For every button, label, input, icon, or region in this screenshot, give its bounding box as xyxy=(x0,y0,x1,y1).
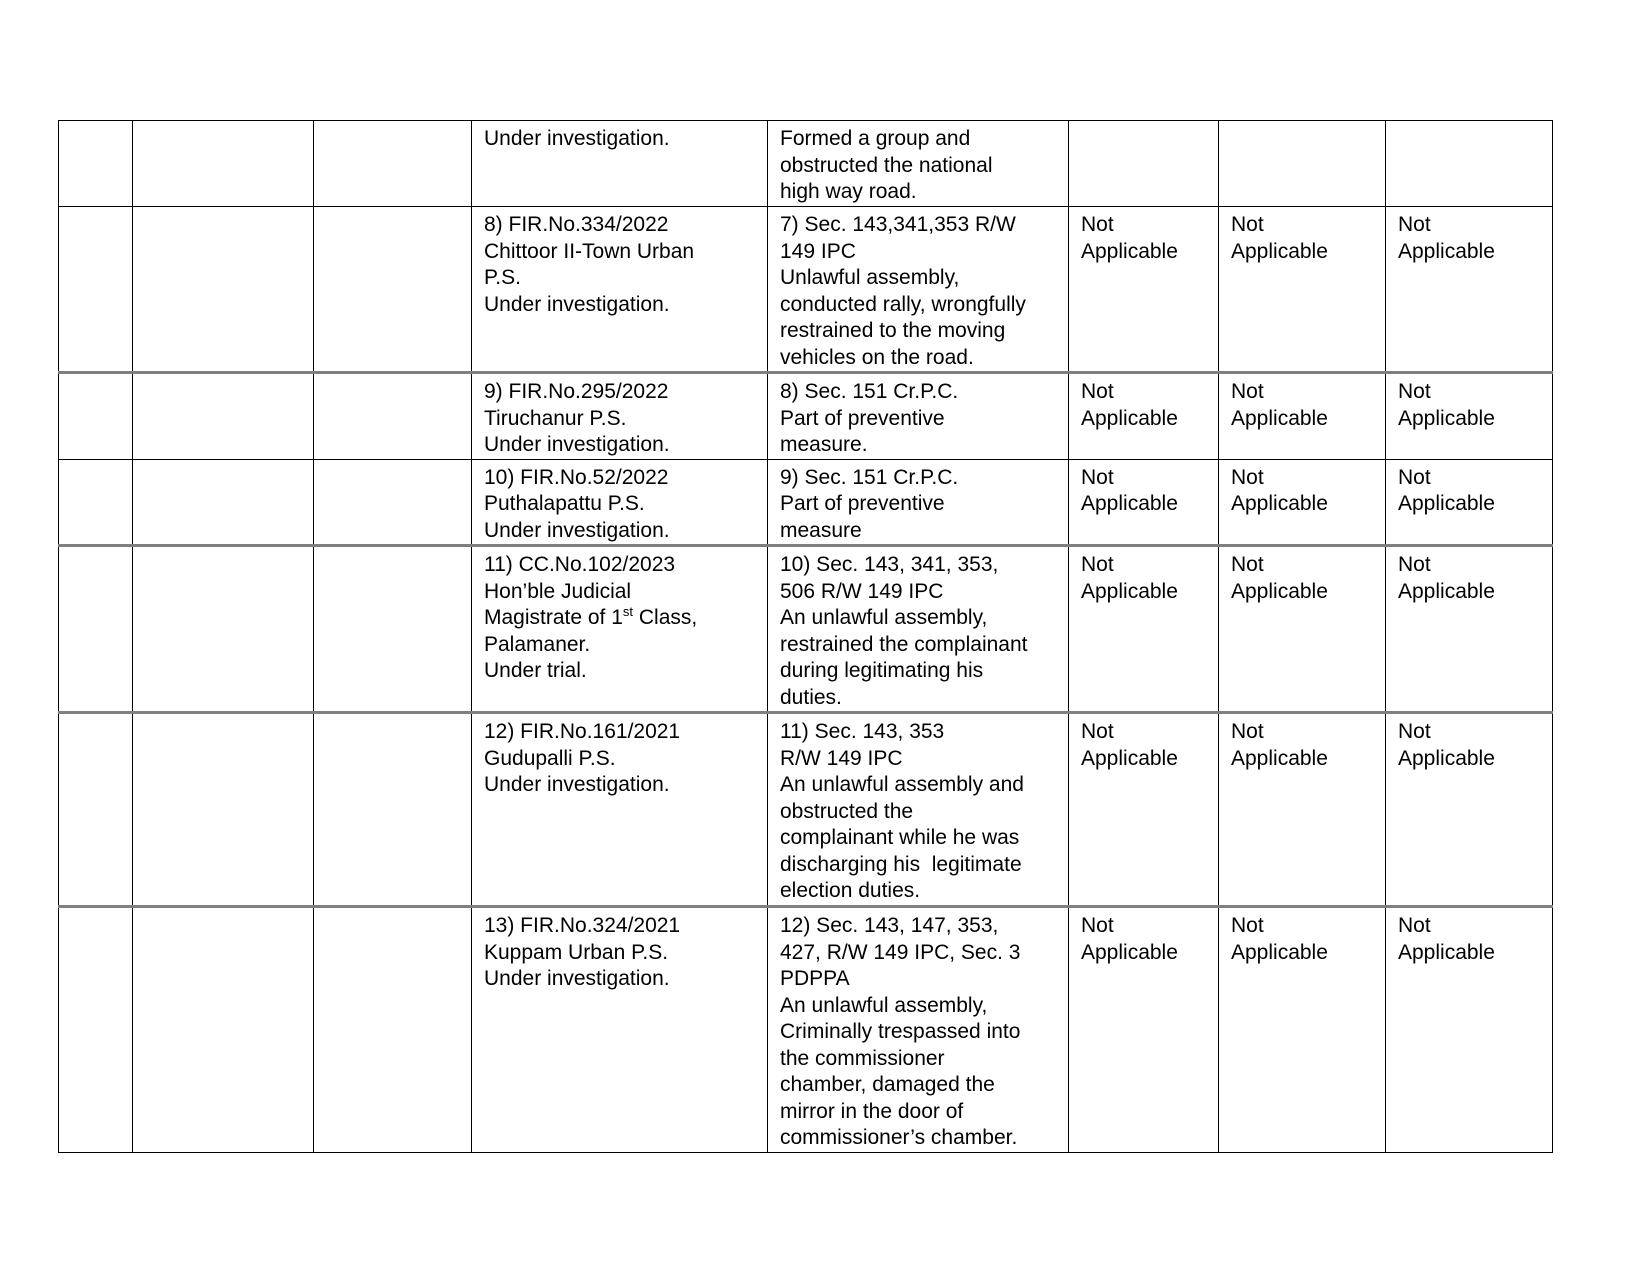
cell-text-line: Hon’ble Judicial xyxy=(484,579,632,603)
cell-text-line: Not xyxy=(1231,380,1264,403)
cell-text-line: Applicable xyxy=(1231,579,1328,603)
table-cell-r5-c5 xyxy=(768,546,1069,713)
cell-text-line: 12) FIR.No.161/2021 xyxy=(484,720,681,743)
table-cell-r6-c3 xyxy=(314,713,472,907)
table-cell-r4-c7 xyxy=(1219,459,1386,546)
cell-text-line: Applicable xyxy=(1398,940,1495,964)
table-cell-r4-c2 xyxy=(133,459,314,546)
cell-text-line: Not xyxy=(1231,720,1264,743)
cell-text-line: Applicable xyxy=(1398,579,1495,603)
cell-text-line: Palamaner. xyxy=(484,632,591,656)
table-cell-r7-c6 xyxy=(1069,907,1219,1153)
cell-text-line xyxy=(484,605,763,632)
cell-text-line: 9) Sec. 151 Cr.P.C. xyxy=(780,465,959,489)
cell-text-line: Under investigation. xyxy=(484,773,670,796)
cell-text-line: 13) FIR.No.324/2021 xyxy=(484,914,681,937)
cell-text-line: obstructed the xyxy=(780,799,914,823)
table-cell-r5-c3 xyxy=(314,546,472,713)
table-cell-r6-c4 xyxy=(472,713,768,907)
table-cell-r4-c8 xyxy=(1386,459,1553,546)
cell-text-line: Not xyxy=(1081,465,1114,489)
cell-text-line: Applicable xyxy=(1231,746,1328,770)
cell-text-line: Puthalapattu P.S. xyxy=(484,492,645,515)
table-cell-r1-c4 xyxy=(472,121,768,207)
table-row-2 xyxy=(59,207,1553,373)
cell-text-line: Not xyxy=(1398,213,1431,236)
table-cell-r1-c2 xyxy=(133,121,314,207)
table-cell-r2-c5 xyxy=(768,207,1069,373)
table-cell-r5-c7 xyxy=(1219,546,1386,713)
cell-text-line: Gudupalli P.S. xyxy=(484,746,616,770)
table-cell-r3-c4 xyxy=(472,373,768,460)
table-row-6 xyxy=(59,713,1553,907)
cell-text-line: Not xyxy=(1081,380,1114,403)
cell-text-line: Applicable xyxy=(1231,239,1328,263)
table-row-3 xyxy=(59,373,1553,460)
cell-text-line: Part of preventive xyxy=(780,406,945,430)
table-cell-r2-c7 xyxy=(1219,207,1386,373)
table-cell-r7-c1 xyxy=(59,907,133,1153)
table-row-4 xyxy=(59,459,1553,546)
cell-text-line: R/W 149 IPC xyxy=(780,746,903,770)
table-cell-r6-c7 xyxy=(1219,713,1386,907)
cell-text-line: Under investigation. xyxy=(484,967,670,990)
cell-text-line: high way road. xyxy=(780,180,917,203)
cell-text-line: Applicable xyxy=(1081,406,1178,430)
cell-text-line: Not xyxy=(1231,553,1264,576)
table-cell-r6-c6 xyxy=(1069,713,1219,907)
cell-text-line: 149 IPC xyxy=(780,239,856,263)
cell-text-line: measure xyxy=(780,518,862,542)
table-cell-r5-c1 xyxy=(59,546,133,713)
cell-text-part: Class, xyxy=(633,606,698,629)
cell-text-line: Applicable xyxy=(1081,239,1178,263)
cell-text-line: Applicable xyxy=(1081,579,1178,603)
cell-text-line: 427, R/W 149 IPC, Sec. 3 xyxy=(780,940,1021,964)
cell-text-line: Under trial. xyxy=(484,659,587,682)
table-cell-r1-c3 xyxy=(314,121,472,207)
table-cell-r5-c6 xyxy=(1069,546,1219,713)
cell-text-line: Not xyxy=(1231,914,1264,937)
cases-table xyxy=(58,120,1553,1153)
cell-text-line: restrained to the moving xyxy=(780,319,1006,342)
cases-table-body xyxy=(59,121,1553,1153)
table-row-5 xyxy=(59,546,1553,713)
superscript-text: st xyxy=(622,604,634,619)
cell-text-line: the commissioner xyxy=(780,1046,945,1070)
table-cell-r1-c7 xyxy=(1219,121,1386,207)
cell-text-line: conducted rally, wrongfully xyxy=(780,292,1026,316)
cell-text-line: mirror in the door of xyxy=(780,1099,964,1123)
cell-text-line: Applicable xyxy=(1081,746,1178,770)
table-cell-r1-c1 xyxy=(59,121,133,207)
cell-text-line: measure. xyxy=(780,433,868,456)
table-cell-r2-c1 xyxy=(59,207,133,373)
cell-text-line: vehicles on the road. xyxy=(780,345,974,369)
table-cell-r4-c4 xyxy=(472,459,768,546)
table-cell-r2-c3 xyxy=(314,207,472,373)
cell-text-line: Not xyxy=(1081,720,1114,743)
cell-text-line: discharging his legitimate xyxy=(780,852,1022,876)
cell-text-line: Kuppam Urban P.S. xyxy=(484,940,669,964)
table-cell-r4-c1 xyxy=(59,459,133,546)
table-cell-r4-c5 xyxy=(768,459,1069,546)
table-cell-r3-c8 xyxy=(1386,373,1553,460)
cell-text-line: 506 R/W 149 IPC xyxy=(780,579,944,603)
cell-text-line: duties. xyxy=(780,685,842,709)
cell-text-line: Formed a group and xyxy=(780,127,971,150)
table-cell-r7-c7 xyxy=(1219,907,1386,1153)
cell-text-line: Applicable xyxy=(1398,746,1495,770)
cell-text-line: Applicable xyxy=(1231,406,1328,430)
cell-text-line: Not xyxy=(1081,914,1114,937)
table-cell-r5-c4 xyxy=(472,546,768,713)
cell-text-line: 12) Sec. 143, 147, 353, xyxy=(780,914,999,937)
cell-text-line: election duties. xyxy=(780,879,921,902)
cell-text-line: 10) Sec. 143, 341, 353, xyxy=(780,553,999,576)
cell-text-line: P.S. xyxy=(484,266,521,289)
cell-text-line: Part of preventive xyxy=(780,492,945,515)
cell-text-line: 11) CC.No.102/2023 xyxy=(484,553,676,576)
cell-text-line: Under investigation. xyxy=(484,518,670,542)
cell-text-line: An unlawful assembly and xyxy=(780,773,1024,796)
table-cell-r3-c5 xyxy=(768,373,1069,460)
cell-text-line: Applicable xyxy=(1081,492,1178,515)
table-cell-r6-c8 xyxy=(1386,713,1553,907)
cell-text-line: Not xyxy=(1398,914,1431,937)
cell-text-line: restrained the complainant xyxy=(780,632,1028,656)
cell-text-line: Applicable xyxy=(1398,406,1495,430)
cell-text-line: Not xyxy=(1398,720,1431,743)
cell-text-line: Unlawful assembly, xyxy=(780,266,960,289)
table-cell-r3-c6 xyxy=(1069,373,1219,460)
cell-text-line: Not xyxy=(1398,380,1431,403)
table-cell-r1-c6 xyxy=(1069,121,1219,207)
cell-text-line: Under investigation. xyxy=(484,127,670,150)
table-cell-r3-c1 xyxy=(59,373,133,460)
table-cell-r2-c8 xyxy=(1386,207,1553,373)
cell-text-line: Chittoor II-Town Urban xyxy=(484,239,695,263)
cell-text-line: Not xyxy=(1398,553,1431,576)
table-row-1 xyxy=(59,121,1553,207)
table-row-7 xyxy=(59,907,1553,1153)
cell-text-part: Magistrate of 1 xyxy=(484,606,623,629)
table-cell-r7-c5 xyxy=(768,907,1069,1153)
cell-text-line: An unlawful assembly, xyxy=(780,993,988,1017)
table-cell-r3-c3 xyxy=(314,373,472,460)
table-cell-r5-c8 xyxy=(1386,546,1553,713)
cell-text-line: Applicable xyxy=(1081,940,1178,964)
cell-text-line: Under investigation. xyxy=(484,292,670,316)
cell-text-line: 8) FIR.No.334/2022 xyxy=(484,213,669,236)
table-cell-r6-c1 xyxy=(59,713,133,907)
cell-text-line: Tiruchanur P.S. xyxy=(484,406,627,430)
cell-text-line: Applicable xyxy=(1231,492,1328,515)
cell-text-line: Criminally trespassed into xyxy=(780,1020,1021,1043)
table-cell-r7-c3 xyxy=(314,907,472,1153)
cell-text-line: Not xyxy=(1231,465,1264,489)
table-cell-r6-c5 xyxy=(768,713,1069,907)
table-cell-r7-c2 xyxy=(133,907,314,1153)
table-cell-r2-c2 xyxy=(133,207,314,373)
cell-text-line: obstructed the national xyxy=(780,153,993,177)
table-cell-r4-c3 xyxy=(314,459,472,546)
cell-text-line: during legitimating his xyxy=(780,659,984,682)
cell-text-line: 8) Sec. 151 Cr.P.C. xyxy=(780,380,959,403)
cell-text-line: Not xyxy=(1398,465,1431,489)
table-cell-r1-c8 xyxy=(1386,121,1553,207)
table-cell-r7-c4 xyxy=(472,907,768,1153)
cell-text-line: 11) Sec. 143, 353 xyxy=(780,720,945,743)
cell-text-line: An unlawful assembly, xyxy=(780,606,988,629)
table-cell-r2-c6 xyxy=(1069,207,1219,373)
cell-text-line: commissioner’s chamber. xyxy=(780,1126,1018,1149)
table-cell-r3-c2 xyxy=(133,373,314,460)
cell-text-line: Not xyxy=(1081,213,1114,236)
table-cell-r5-c2 xyxy=(133,546,314,713)
table-cell-r6-c2 xyxy=(133,713,314,907)
cell-text-line: Applicable xyxy=(1398,492,1495,515)
cell-text-line: 7) Sec. 143,341,353 R/W xyxy=(780,213,1016,236)
cell-text-line: PDPPA xyxy=(780,967,850,990)
cell-text-line: Applicable xyxy=(1231,940,1328,964)
cell-text-line: complainant while he was xyxy=(780,826,1020,849)
table-cell-r2-c4 xyxy=(472,207,768,373)
table-cell-r3-c7 xyxy=(1219,373,1386,460)
cell-text-line: Not xyxy=(1081,553,1114,576)
table-cell-r4-c6 xyxy=(1069,459,1219,546)
cell-text-line: Under investigation. xyxy=(484,433,670,456)
table-cell-r1-c5 xyxy=(768,121,1069,207)
cell-text-line: 9) FIR.No.295/2022 xyxy=(484,380,669,403)
cell-text-line: Not xyxy=(1231,213,1264,236)
cell-text-line: chamber, damaged the xyxy=(780,1073,995,1096)
cell-text-line: 10) FIR.No.52/2022 xyxy=(484,465,669,489)
table-cell-r7-c8 xyxy=(1386,907,1553,1153)
cell-text-line: Applicable xyxy=(1398,239,1495,263)
